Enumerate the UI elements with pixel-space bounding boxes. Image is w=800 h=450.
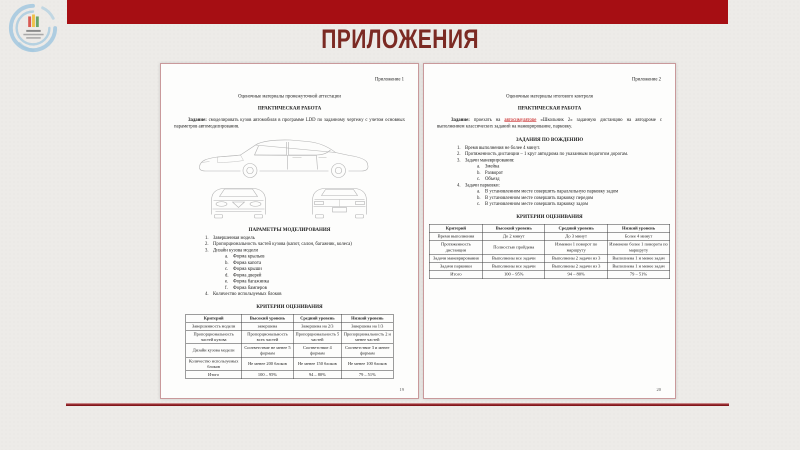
driving-tasks-list [457, 145, 665, 208]
page-number: 19 [399, 387, 404, 392]
driving-tasks-heading: ЗАДАНИЯ ПО ВОЖДЕНИЮ [515, 136, 584, 143]
list-item: 3. Дизайн кузова модели [205, 247, 259, 253]
list-item: b. В установленном месте совершить парковку передом [477, 195, 594, 201]
car-side-view [199, 140, 368, 178]
table-row [186, 371, 394, 379]
table-cell: Итого [429, 270, 482, 278]
list-item: a. В установленном месте совершить параллельную парковку задом [477, 189, 619, 195]
table-cell: Выполнены 2 задачи из 3 [545, 254, 607, 262]
params-list [205, 235, 418, 298]
table-row [429, 240, 670, 254]
table-cell: До 3 минут [545, 232, 607, 240]
table-cell: Низкий уровень [341, 314, 393, 322]
table-cell: Пропорциональность 5 частей [293, 330, 341, 343]
table-cell: Время выполнения [429, 232, 482, 240]
task-paragraph [437, 117, 662, 130]
table-cell: Средний уровень [545, 224, 607, 232]
list-item: 4. Задачи парковки: [457, 182, 500, 188]
table-cell: Средний уровень [293, 314, 341, 322]
list-item: 3. Задачи маневрирования: [457, 157, 515, 163]
table-cell: Изменено более 1 поворота по маршруту [609, 241, 668, 253]
work-heading: ПРАКТИЧЕСКАЯ РАБОТА [517, 105, 582, 111]
table-cell: Более 4 минут [607, 232, 669, 240]
table-cell: Высокий уровень [483, 224, 545, 232]
document-page-1 [160, 63, 419, 399]
list-item: a. Форма крыльев [225, 254, 265, 260]
table-cell: Задачи парковки [429, 262, 482, 270]
page-number: 20 [656, 387, 661, 392]
task-text: смоделировать кузов автомобиля в программе LDD по заданному чертежу с учетом основных параметров автомоделирования. [174, 117, 405, 130]
table-cell: 100 – 95% [483, 270, 545, 278]
table-row [186, 322, 394, 330]
table-cell: До 2 минут [483, 232, 545, 240]
table-cell: Количество используемых блоков [186, 357, 242, 370]
spellcheck-word: автосимуляторе [504, 117, 537, 123]
table-cell: Не менее 100 блоков [341, 357, 393, 370]
table-cell: Полностью пройдена [483, 240, 545, 254]
task-label: Задание: [188, 117, 207, 123]
table-row [429, 232, 670, 240]
car-rear-view [313, 188, 367, 218]
table-cell: 94 – 80% [293, 371, 341, 379]
materials-subtitle: Оценочные материалы итогового контроля [506, 94, 593, 99]
task-label: Задание: [451, 117, 470, 123]
table-cell: Завершена на 2/3 [293, 322, 341, 330]
table-cell: Пропорциональность всех частей [242, 330, 294, 343]
list-item: c. Форма крыши [225, 266, 262, 272]
list-item: c. В установленном месте совершить парковку задом [477, 201, 588, 207]
table-cell: Пропорциональность частей кузова [186, 330, 242, 343]
table-cell: Соответствие 3 и менее формам [341, 344, 393, 357]
list-item: e. Форма багажника [225, 279, 269, 285]
table-cell: Выполнены все задачи [483, 262, 545, 270]
criteria-table [186, 314, 394, 379]
slide-title [0, 25, 800, 54]
car-blueprint-drawing [195, 134, 385, 220]
table-cell: Низкий уровень [607, 224, 669, 232]
document-page-2 [423, 63, 676, 399]
table-cell: 94 – 80% [545, 270, 607, 278]
list-item: b. Разворот [477, 170, 503, 176]
top-accent-bar [67, 0, 728, 24]
table-cell: Итого [186, 371, 242, 379]
params-heading: ПАРАМЕТРЫ МОДЕЛИРОВАНИЯ [248, 226, 331, 233]
table-cell: Не менее 200 блоков [242, 357, 294, 370]
table-cell: Изменен 1 поворот по маршруту [545, 240, 607, 254]
criteria-heading: КРИТЕРИИ ОЦЕНИВАНИЯ [516, 213, 583, 220]
table-cell: Выполнена 1 и менее задач [607, 262, 669, 270]
list-item: a. Змейка [477, 164, 500, 170]
table-cell: Завершенность модели [186, 322, 242, 330]
list-item: 4. Количество используемых блоков [205, 291, 282, 297]
materials-subtitle: Оценочные материалы промежуточной аттестации [238, 94, 341, 99]
table-cell: 79 – 51% [341, 371, 393, 379]
table-cell: Выполнены все задачи [483, 254, 545, 262]
list-item: c. Объезд [477, 176, 500, 182]
table-row [186, 357, 394, 370]
list-item: 1. Завершенная модель [205, 235, 255, 241]
table-cell: Выполнена 1 и менее задач [607, 254, 669, 262]
appendix-label: Приложение 2 [631, 77, 661, 82]
task-text-post: «Школьник 2» заданную дистанцию на автодроме с выполнением классических заданий на маневрирование, парковку. [437, 117, 662, 130]
work-heading: ПРАКТИЧЕСКАЯ РАБОТА [257, 105, 322, 111]
table-cell: Выполнены 2 задачи из 3 [545, 262, 607, 270]
slide-title-text: ПРИЛОЖЕНИЯ [321, 24, 479, 54]
table-cell: Дизайн кузова модели [186, 344, 242, 357]
table-cell: завершена [242, 322, 294, 330]
table-cell: Соответствие 4 формам [293, 344, 341, 357]
table-cell: Не менее 150 блоков [293, 357, 341, 370]
list-item: 2. Протяженность дистанции – 1 круг автодрома по указанным педагогом дорогам. [457, 151, 629, 157]
list-item: f. Форма бамперов [225, 285, 267, 291]
list-item: 2. Пропорциональность частей кузова (капот, салон, багажник, колеса) [205, 241, 352, 247]
table-cell: 79 – 51% [607, 270, 669, 278]
criteria-heading: КРИТЕРИИ ОЦЕНИВАНИЯ [256, 303, 323, 310]
table-row [429, 270, 670, 278]
table-row [186, 344, 394, 357]
table-header-row [186, 314, 394, 322]
table-header-row [429, 224, 670, 232]
list-item: 1. Время выполнения не более 4 минут. [457, 145, 541, 151]
list-item: b. Форма капота [225, 260, 262, 266]
appendix-label: Приложение 1 [374, 77, 404, 82]
table-cell: Задачи маневрирования [429, 254, 482, 262]
bottom-accent-line [66, 403, 729, 406]
car-front-view [212, 188, 266, 218]
table-row [429, 262, 670, 270]
table-cell: Пропорциональность 2 и менее частей [341, 330, 393, 343]
task-text-pre: проехать на [469, 117, 505, 123]
criteria-table [429, 224, 670, 279]
list-item: d. Форма дверей [225, 272, 262, 278]
table-cell: Критерий [186, 314, 242, 322]
table-cell: Протяженность дистанции [429, 240, 482, 254]
table-cell: Соответствие не менее 5 формам [242, 344, 294, 357]
table-cell: Высокий уровень [242, 314, 294, 322]
table-row [429, 254, 670, 262]
table-cell: 100 – 95% [242, 371, 294, 379]
table-cell: Завершена на 1/3 [341, 322, 393, 330]
table-row [186, 330, 394, 343]
task-paragraph [174, 117, 405, 130]
table-cell: Критерий [429, 224, 482, 232]
